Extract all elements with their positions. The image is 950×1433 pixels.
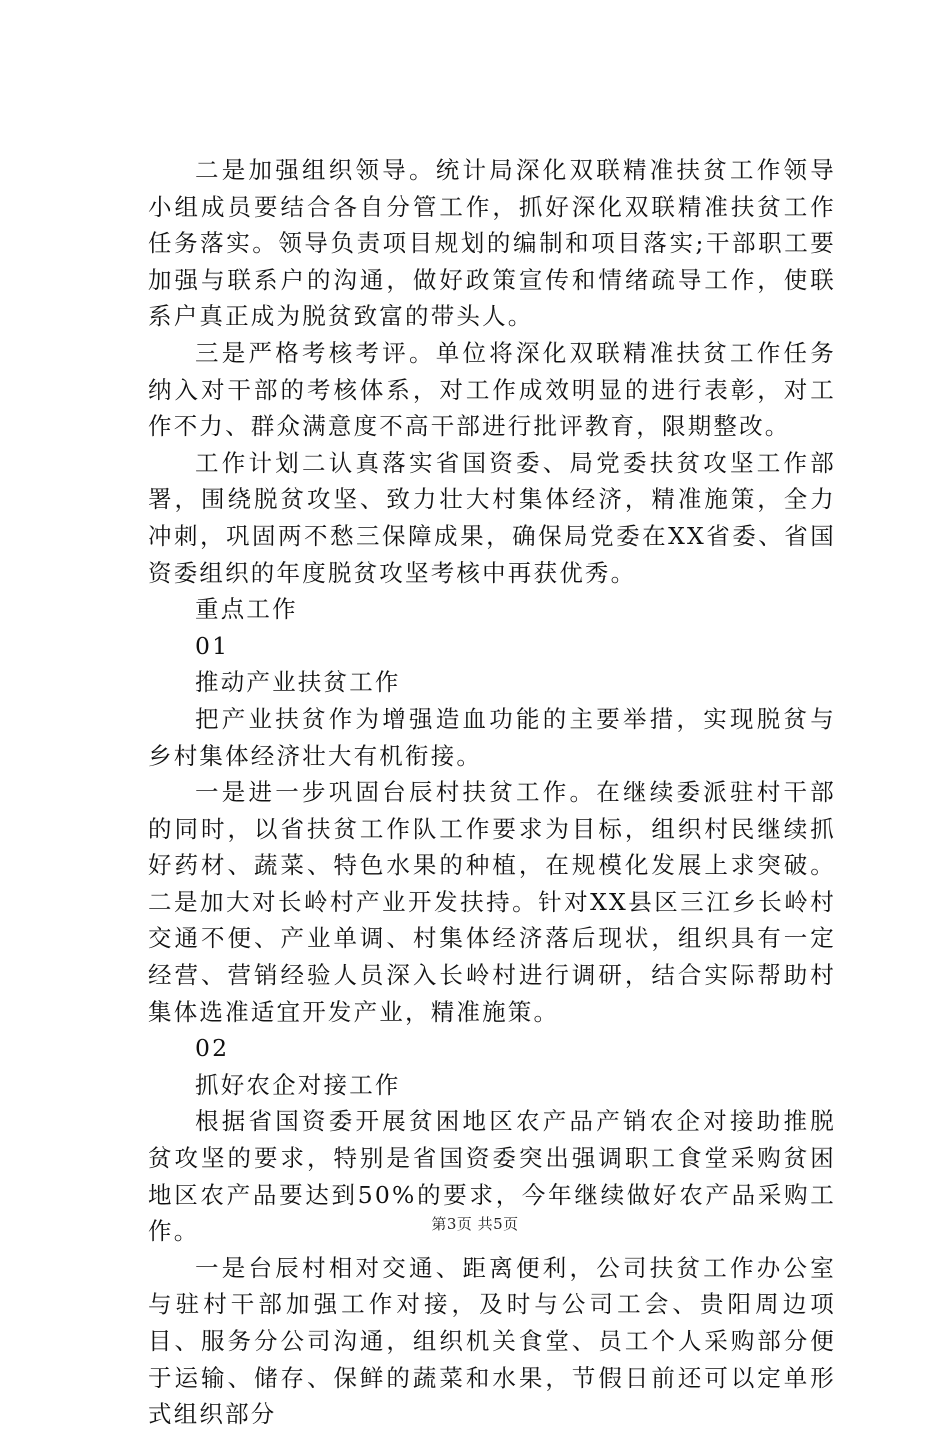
paragraph-work-plan-two: 工作计划二认真落实省国资委、局党委扶贫攻坚工作部署，围绕脱贫攻坚、致力壮大村集体经济，精准施策，全力冲刺，巩固两不愁三保障成果，确保局党委在XX省委、省国资委组织的年度脱贫攻坚考核中再获优秀。 [148, 448, 836, 587]
heading-key-work: 重点工作 [195, 595, 298, 624]
section-number-02: 02 [195, 1034, 230, 1063]
paragraph-taichen-procurement: 一是台辰村相对交通、距离便利，公司扶贫工作办公室与驻村干部加强工作对接，及时与公司工会、贵阳周边项目、服务分公司沟通，组织机关食堂、员工个人采购部分便于运输、储存、保鲜的蔬菜和水果，节假日前还可以定单形式组织部分 [148, 1253, 836, 1429]
paragraph-taichen-changling: 一是进一步巩固台辰村扶贫工作。在继续委派驻村干部的同时，以省扶贫工作队工作要求为目标，组织村民继续抓好药材、蔬菜、特色水果的种植，在规模化发展上求突破。二是加大对长岭村产业开发扶持。针对XX县区三江乡长岭村交通不便、产业单调、村集体经济落后现状，组织具有一定经营、营销经验人员深入长岭村进行调研，结合实际帮助村集体选准适宜开发产业，精准施策。 [148, 778, 836, 1026]
document-body [148, 152, 836, 1433]
section-number-01: 01 [195, 631, 230, 660]
paragraph-strict-assessment: 三是严格考核考评。单位将深化双联精准扶贫工作任务纳入对干部的考核体系，对工作成效明显的进行表彰，对工作不力、群众满意度不高干部进行批评教育，限期整改。 [148, 338, 836, 441]
paragraph-industry-intro: 把产业扶贫作为增强造血功能的主要举措，实现脱贫与乡村集体经济壮大有机衔接。 [148, 704, 836, 770]
paragraph-strengthen-leadership: 二是加强组织领导。统计局深化双联精准扶贫工作领导小组成员要结合各自分管工作，抓好深化双联精准扶贫工作任务落实。领导负责项目规划的编制和项目落实;干部职工要加强与联系户的沟通，做好政策宣传和情绪疏导工作，使联系户真正成为脱贫致富的带头人。 [148, 156, 836, 331]
page-number-footer: 第3页 共5页 [431, 1215, 519, 1233]
heading-industry-poverty-alleviation: 推动产业扶贫工作 [195, 668, 401, 697]
heading-farm-enterprise-docking: 抓好农企对接工作 [195, 1070, 401, 1099]
paragraph-docking-requirements: 根据省国资委开展贫困地区农产品产销农企对接助推脱贫攻坚的要求，特别是省国资委突出强调职工食堂采购贫困地区农产品要达到50%的要求，今年继续做好农产品采购工作。 [148, 1107, 836, 1246]
